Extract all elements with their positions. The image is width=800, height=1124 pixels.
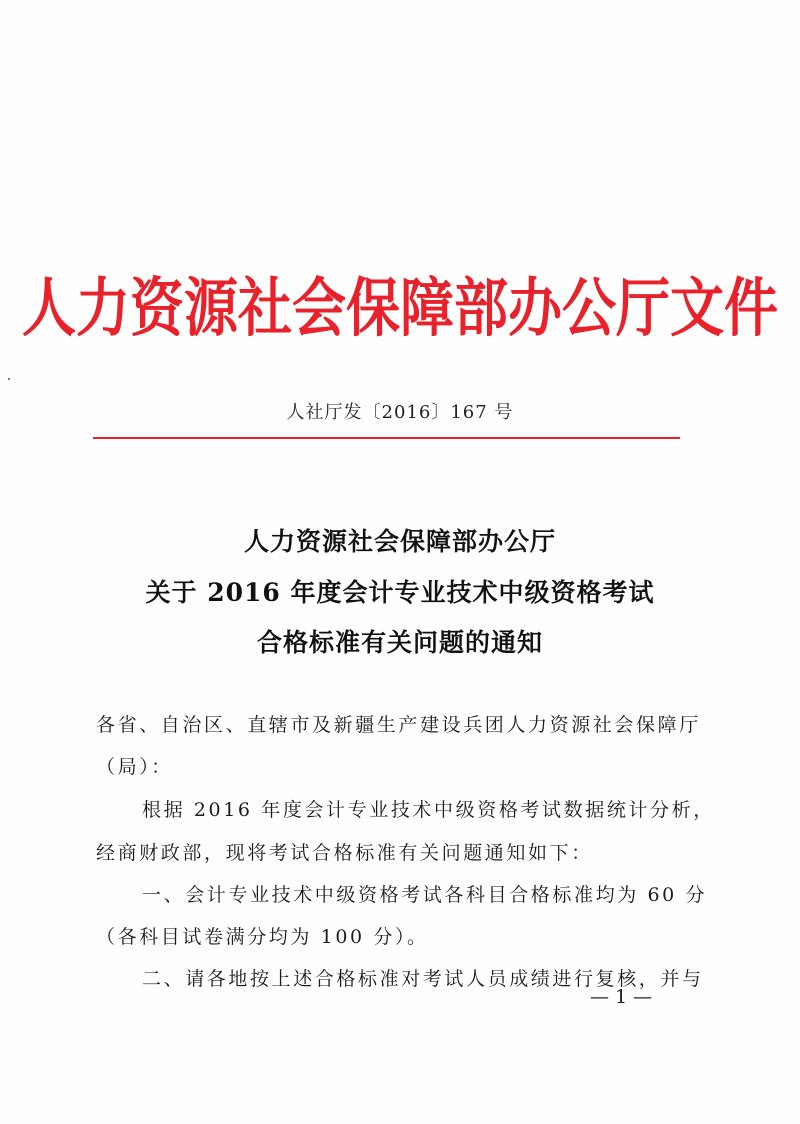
paragraph-2-line-1: 一、会计专业技术中级资格考试各科目合格标准均为 60 分: [142, 884, 708, 906]
paragraph-2-line-2: （各科目试卷满分均为 100 分）。: [96, 926, 429, 948]
masthead-title: 人力资源社会保障部办公厅文件: [22, 269, 778, 346]
red-divider-line: [93, 437, 680, 439]
page-number: — 1 —: [590, 986, 653, 1008]
notice-title-line-3: 合格标准有关问题的通知: [256, 628, 543, 657]
paragraph-1-line-2: 经商财政部，现将考试合格标准有关问题通知如下：: [96, 842, 593, 864]
paragraph-3-line-1: 二、请各地按上述合格标准对考试人员成绩进行复核，并与: [142, 968, 704, 990]
notice-title-line-1: 人力资源社会保障部办公厅: [243, 527, 556, 556]
document-number: 人社厅发〔2016〕167 号: [286, 402, 514, 423]
notice-title-line-2: 关于 2016 年度会计专业技术中级资格考试: [145, 578, 655, 607]
addressee-line-2: （局）：: [96, 756, 173, 778]
addressee-line-1: 各省、自治区、直辖市及新疆生产建设兵团人力资源社会保障厅: [96, 714, 701, 736]
paragraph-1-line-1: 根据 2016 年度会计专业技术中级资格考试数据统计分析，: [142, 799, 715, 821]
scan-speck: [8, 378, 10, 380]
